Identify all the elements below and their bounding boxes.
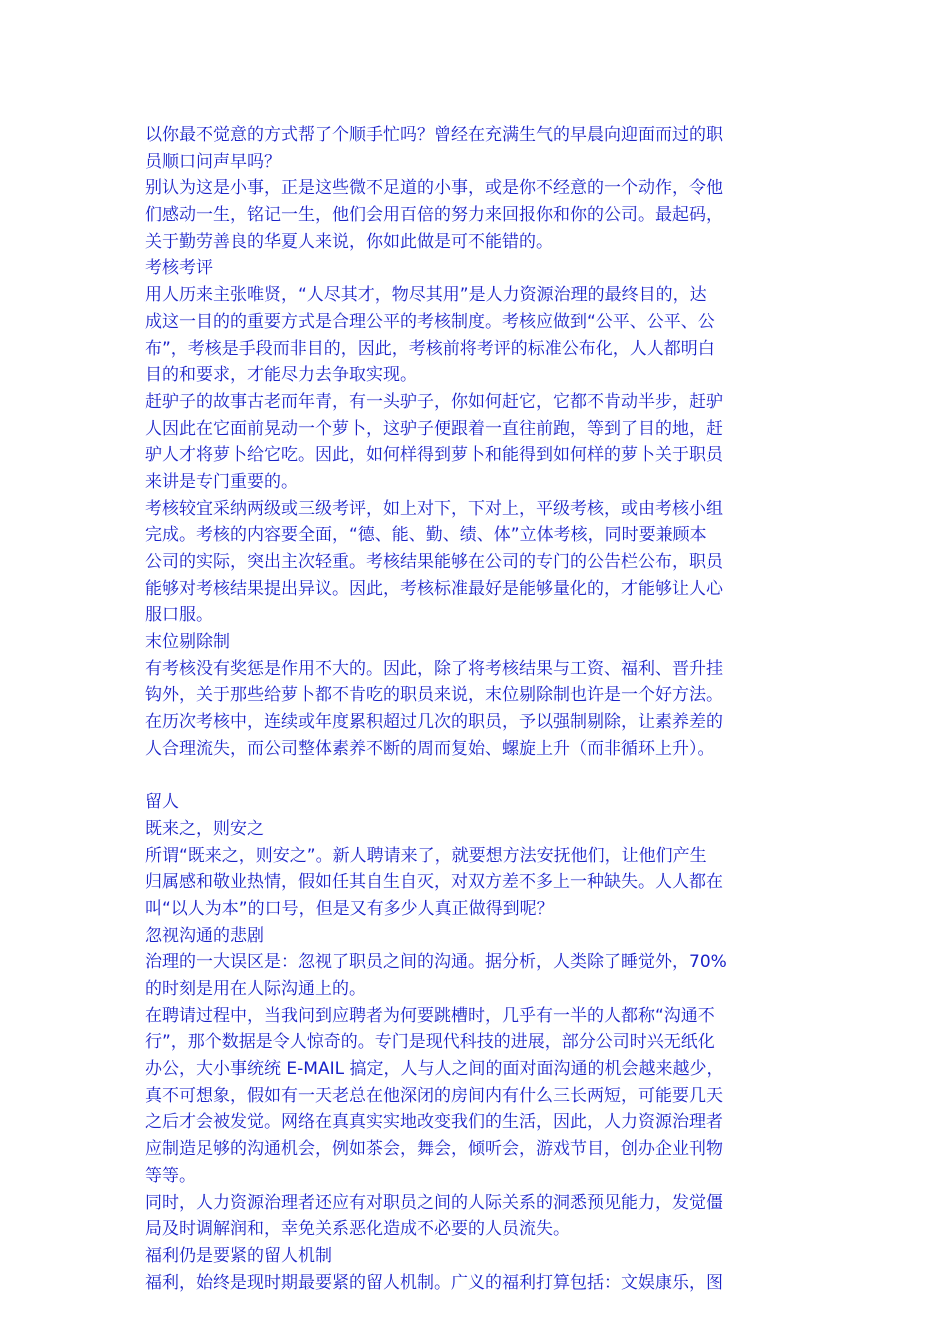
text-line: 在聘请过程中，当我问到应聘者为何要跳槽时，几乎有一半的人都称“沟通不: [145, 1005, 715, 1026]
section-heading: 末位剔除制: [145, 632, 230, 653]
text-line: 行”，那个数据是令人惊奇的。专门是现代科技的进展，部分公司时兴无纸化: [145, 1032, 715, 1053]
text-line: 的时刻是用在人际沟通上的。: [145, 979, 366, 999]
text-line: 之后才会被发觉。网络在真真实实地改变我们的生活，因此，人力资源治理者: [145, 1112, 723, 1133]
text-line: 钩外，关于那些给萝卜都不肯吃的职员来说，末位剔除制也许是一个好方法。: [145, 685, 723, 706]
text-line: 以你最不觉意的方式帮了个顺手忙吗？曾经在充满生气的早晨向迎面而过的职: [145, 125, 723, 145]
text-line: 员顺口问声早吗？: [145, 151, 281, 172]
text-line: 考核较宜采纳两级或三级考评，如上对下，下对上，平级考核，或由考核小组: [145, 498, 723, 519]
text-line: 归属感和敬业热情，假如任其自生自灭，对双方差不多上一种缺失。人人都在: [145, 872, 723, 893]
section-heading: 福利仍是要紧的留人机制: [145, 1245, 332, 1266]
section-heading: 既来之，则安之: [145, 818, 264, 839]
text-line: 公司的实际，突出主次轻重。考核结果能够在公司的专门的公告栏公布，职员: [145, 552, 723, 572]
text-line: 真不可想象，假如有一天老总在他深闭的房间内有什么三长两短，可能要几天: [145, 1085, 723, 1106]
text-line: 驴人才将萝卜给它吃。因此，如何样得到萝卜和能得到如何样的萝卜关于职员: [145, 445, 723, 466]
text-line: 关于勤劳善良的华夏人来说，你如此做是可不能错的。: [145, 231, 553, 252]
text-line: 局及时调解润和，幸免关系恶化造成不必要的人员流失。: [145, 1219, 570, 1240]
text-line: 有考核没有奖惩是作用不大的。因此，除了将考核结果与工资、福利、晋升挂: [145, 658, 723, 679]
section-heading: 考核考评: [145, 258, 213, 279]
text-line: 治理的一大误区是：忽视了职员之间的沟通。据分析，人类除了睡觉外，70%: [145, 952, 727, 973]
text-line: 们感动一生，铭记一生，他们会用百倍的努力来回报你和你的公司。最起码，: [145, 205, 723, 226]
text-line: 布”，考核是手段而非目的，因此，考核前将考评的标准公布化，人人都明白: [145, 338, 715, 359]
text-line: 叫“以人为本”的口号，但是又有多少人真正做得到呢？: [145, 898, 554, 919]
text-line: 应制造足够的沟通机会，例如茶会，舞会，倾听会，游戏节目，创办企业刊物: [145, 1139, 723, 1160]
section-heading: 忽视沟通的悲剧: [145, 925, 264, 946]
text-line: 所谓“既来之，则安之”。新人聘请来了，就要想方法安抚他们，让他们产生: [145, 845, 707, 866]
text-line: 别认为这是小事，正是这些微不足道的小事，或是你不经意的一个动作，令他: [145, 178, 723, 199]
blank-line: [145, 763, 801, 790]
text-line: 能够对考核结果提出异议。因此，考核标准最好是能够量化的，才能够让人心: [145, 578, 723, 599]
text-line: 赶驴子的故事古老而年青，有一头驴子，你如何赶它，它都不肯动半步，赶驴: [145, 391, 723, 412]
text-line: 办公，大小事统统 E-MAIL 搞定，人与人之间的面对面沟通的机会越来越少，: [145, 1059, 724, 1080]
text-line: 目的和要求，才能尽力去争取实现。: [145, 365, 417, 386]
section-heading: 留人: [145, 792, 179, 813]
text-line: 人因此在它面前晃动一个萝卜，这驴子便跟着一直往前跑，等到了目的地，赶: [145, 418, 723, 439]
text-line: 完成。考核的内容要全面，“德、能、勤、绩、体”立体考核，同时要兼顾本: [145, 525, 707, 546]
text-line: 在历次考核中，连续或年度累积超过几次的职员，予以强制剔除，让素养差的: [145, 712, 723, 733]
document-body: [145, 122, 801, 1296]
text-line: 福利，始终是现时期最要紧的留人机制。广义的福利打算包括：文娱康乐，图: [145, 1272, 723, 1293]
text-line: 来讲是专门重要的。: [145, 471, 298, 492]
text-line: 等等。: [145, 1165, 196, 1186]
text-line: 用人历来主张唯贤，“人尽其才，物尽其用”是人力资源治理的最终目的，达: [145, 285, 707, 306]
text-line: 服口服。: [145, 605, 213, 626]
text-line: 成这一目的的重要方式是合理公平的考核制度。考核应做到“公平、公平、公: [145, 311, 715, 332]
text-line: 人合理流失，而公司整体素养不断的周而复始、螺旋上升（而非循环上升）。: [145, 738, 715, 759]
text-line: 同时，人力资源治理者还应有对职员之间的人际关系的洞悉预见能力，发觉僵: [145, 1192, 723, 1213]
